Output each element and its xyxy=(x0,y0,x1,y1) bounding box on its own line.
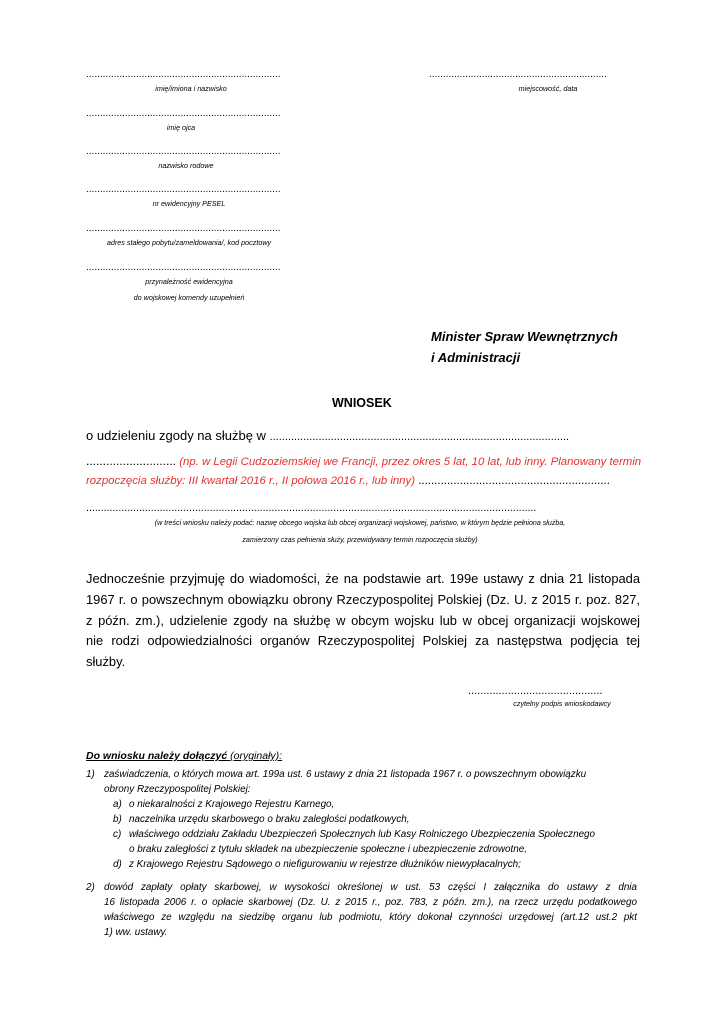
addressee-line2: i Administracji xyxy=(431,350,521,365)
attachment-item-2-number: 2) xyxy=(86,882,95,893)
attachment-sub-d-letter: d) xyxy=(113,859,122,870)
instruction-line2: zamierzony czas pełnienia służy, przewidywany termin rozpoczęcia służby) xyxy=(242,536,478,544)
declaration-line-2: 1967 r. o powszechnym obowiązku obrony Rzeczypospolitej Polskiej (Dz. U. z 2015 r. poz. 827, xyxy=(86,591,640,607)
attachment-sub-b-text: naczelnika urzędu skarbowego o braku zaległości podatkowych, xyxy=(129,814,410,825)
attachment-item-1-line1: zaświadczenia, o których mowa art. 199a ust. 6 ustawy z dnia 21 listopada 1967 r. o powszechnym obowiązku xyxy=(104,769,587,780)
father-name-field-dots[interactable]: ...................................................................... xyxy=(86,108,281,119)
attachments-heading xyxy=(86,750,282,762)
subject-dots-4[interactable]: ......................................................................................................................................................... xyxy=(86,502,537,514)
attachment-sub-d-text: z Krajowego Rejestru Sądowego o niefigurowaniu w rejestrze dłużników niewypłacalnych; xyxy=(129,859,521,870)
signature-field-label: czytelny podpis wnioskodawcy xyxy=(513,699,611,708)
subject-example-line1 xyxy=(86,453,641,470)
address-field-dots[interactable]: ...................................................................... xyxy=(86,223,281,234)
attachment-item-1-number: 1) xyxy=(86,769,95,780)
attachment-item-2-line2: 16 listopada 2006 r. o opłacie skarbowej (Dz. U. z 2015 r., poz. 783, z późn. zm.), na rzecz urzędu podatkowego xyxy=(104,897,637,908)
declaration-line-4: nie rodzi odpowiedzialności organów Rzeczypospolitej Polskiej za następstwa podjęcia tej xyxy=(86,633,640,649)
addressee-line1: Minister Spraw Wewnętrznych xyxy=(431,329,618,344)
family-name-field-label: nazwisko rodowe xyxy=(158,161,214,170)
military-office-label-line2: do wojskowej komendy uzupełnień xyxy=(133,293,245,302)
pesel-field-dots[interactable]: ...................................................................... xyxy=(86,184,281,195)
address-field-label: adres stałego pobytu/zameldowania/, kod pocztowy xyxy=(106,238,272,247)
attachment-item-1-line2: obrony Rzeczypospolitej Polskiej: xyxy=(104,784,251,795)
signature-field-dots[interactable]: ............................................ xyxy=(468,685,603,697)
military-office-field-dots[interactable]: ...................................................................... xyxy=(86,262,281,273)
declaration-line-1: Jednocześnie przyjmuję do wiadomości, że na podstawie art. 199e ustawy z dnia 21 listopada xyxy=(86,571,640,586)
name-field-dots[interactable]: ...................................................................... xyxy=(86,69,281,80)
declaration-line-3: z późn. zm.), udzielenie zgody na służbę w obcym wojsku lub w obcej organizacji wojskowej xyxy=(86,612,640,628)
attachment-item-2-line3: właściwego ze względu na siedzibę organu lub podmiotu, który dokonał czynności urzędowej (art.12 ust.2 pkt xyxy=(104,912,637,923)
subject-example-text-1: (np. w Legii Cudzoziemskiej we Francji, przez okres 5 lat, 10 lat, lub inny. Planowany termin xyxy=(176,456,642,468)
declaration-line-5: służby. xyxy=(86,654,126,670)
place-date-field-label: miejscowość, data xyxy=(518,84,578,93)
attachment-sub-c-letter: c) xyxy=(113,829,122,840)
father-name-field-label: imię ojca xyxy=(166,123,196,132)
subject-dots-3[interactable]: ............................................................ xyxy=(415,475,610,487)
attachment-sub-a-text: o niekaralności z Krajowego Rejestru Karnego, xyxy=(129,799,335,810)
name-field-label: imię/imiona i nazwisko xyxy=(155,84,227,93)
attachment-sub-c-text: właściwego oddziału Zakładu Ubezpieczeń Społecznych lub Kasy Rolniczego Ubezpieczenia Społecznego xyxy=(129,829,596,840)
subject-prefix: o udzieleniu zgody na służbę w xyxy=(86,428,270,443)
attachments-heading-suffix: (oryginały): xyxy=(227,750,283,762)
instruction-line1: (w treści wniosku należy podać: nazwę obcego wojska lub obcej organizacji wojskowej, państwo, w którym będzie pełniona służba, xyxy=(154,519,566,527)
declaration-paragraph xyxy=(86,569,640,673)
attachment-item-2-line1: dowód zapłaty opłaty skarbowej, w wysokości określonej w ust. 53 części I załącznika do ustawy z dnia xyxy=(104,882,637,893)
subject-example-text-2: rozpoczęcia służby: III kwartał 2016 r., II połowa 2016 r., lub inny) xyxy=(86,475,416,487)
pesel-field-label: nr ewidencyjny PESEL xyxy=(152,199,226,208)
attachments-heading-bold: Do wniosku należy dołączyć xyxy=(86,750,228,762)
page-title: WNIOSEK xyxy=(332,396,392,410)
subject-example-line2 xyxy=(86,473,610,489)
subject-line xyxy=(86,428,569,445)
attachment-sub-a-letter: a) xyxy=(113,799,122,810)
family-name-field-dots[interactable]: ...................................................................... xyxy=(86,146,281,157)
subject-dots-1[interactable]: .................................................................................................. xyxy=(269,431,570,443)
place-date-field-dots[interactable]: ................................................................ xyxy=(429,69,607,80)
attachment-item-2-line4: 1) ww. ustawy. xyxy=(104,927,168,938)
attachment-sub-c-text2: o braku zaległości z tytułu składek na ubezpieczenie społeczne i ubezpieczenie zdrowotne, xyxy=(129,844,527,855)
subject-dots-2[interactable]: ........................... xyxy=(86,454,177,468)
military-office-label-line1: przynależność ewidencyjna xyxy=(145,277,233,286)
attachment-sub-b-letter: b) xyxy=(113,814,122,825)
